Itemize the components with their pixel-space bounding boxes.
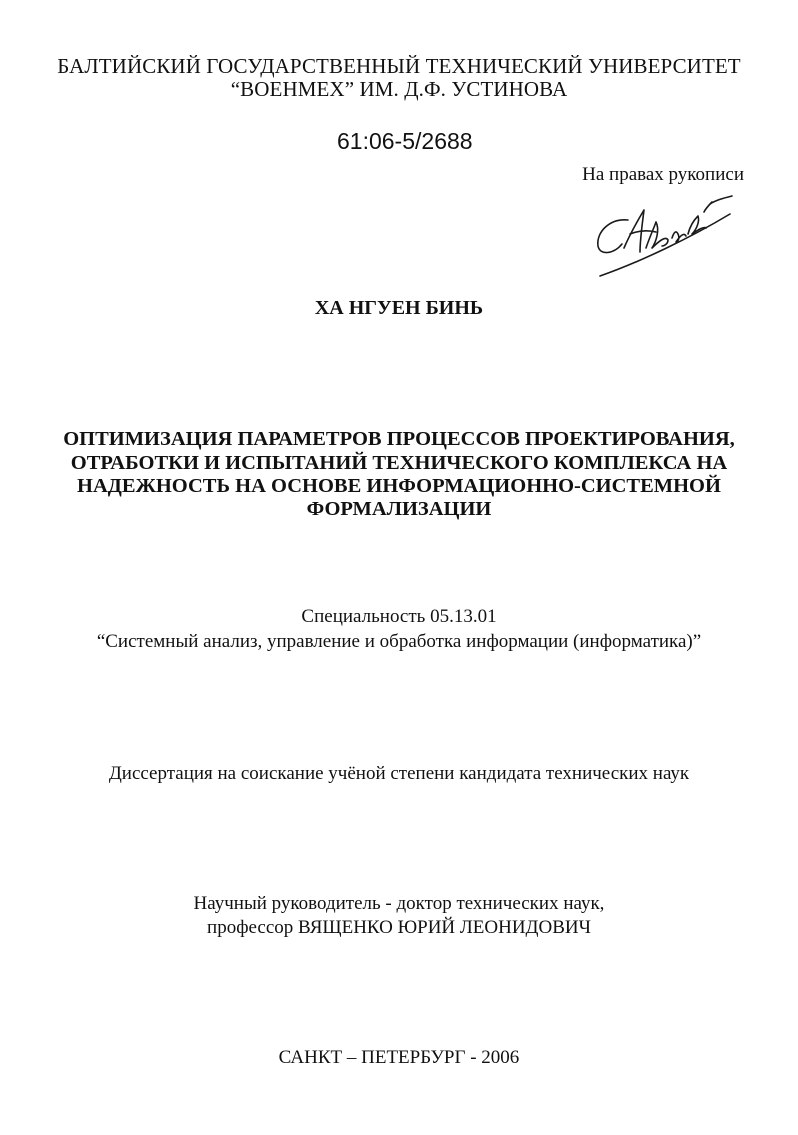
supervisor-title: Научный руководитель - доктор технических наук, bbox=[193, 893, 605, 914]
registration-code: 61:06-5/2688 bbox=[337, 128, 473, 154]
signature-stroke bbox=[672, 232, 686, 242]
specialty-name: “Системный анализ, управление и обработка информации (информатика)” bbox=[96, 631, 702, 652]
handwritten-signature bbox=[590, 190, 740, 282]
supervisor-name: профессор ВЯЩЕНКО ЮРИЙ ЛЕОНИДОВИЧ bbox=[207, 917, 591, 938]
university-name-line1: БАЛТИЙСКИЙ ГОСУДАРСТВЕННЫЙ ТЕХНИЧЕСКИЙ УНИВЕРСИТЕТ bbox=[57, 54, 741, 78]
dissertation-title-line1: ОПТИМИЗАЦИЯ ПАРАМЕТРОВ ПРОЦЕССОВ ПРОЕКТИРОВАНИЯ, bbox=[63, 428, 735, 450]
signature-stroke bbox=[710, 196, 732, 204]
signature-stroke bbox=[688, 216, 706, 234]
city-year: САНКТ – ПЕТЕРБУРГ - 2006 bbox=[278, 1047, 520, 1068]
university-name-line2: “ВОЕНМЕХ” ИМ. Д.Ф. УСТИНОВА bbox=[230, 77, 568, 101]
dissertation-title-line2: ОТРАБОТКИ И ИСПЫТАНИЙ ТЕХНИЧЕСКОГО КОМПЛЕКСА НА bbox=[70, 452, 728, 474]
dissertation-title-line4: ФОРМАЛИЗАЦИИ bbox=[306, 498, 492, 520]
author-name: ХА НГУЕН БИНЬ bbox=[314, 297, 484, 319]
manuscript-rights-note: На правах рукописи bbox=[582, 164, 744, 185]
specialty-code: Специальность 05.13.01 bbox=[301, 606, 497, 627]
signature-stroke bbox=[646, 222, 668, 248]
dissertation-title-line3: НАДЕЖНОСТЬ НА ОСНОВЕ ИНФОРМАЦИОННО-СИСТЕМНОЙ bbox=[77, 475, 721, 497]
dissertation-degree: Диссертация на соискание учёной степени кандидата технических наук bbox=[108, 763, 690, 784]
